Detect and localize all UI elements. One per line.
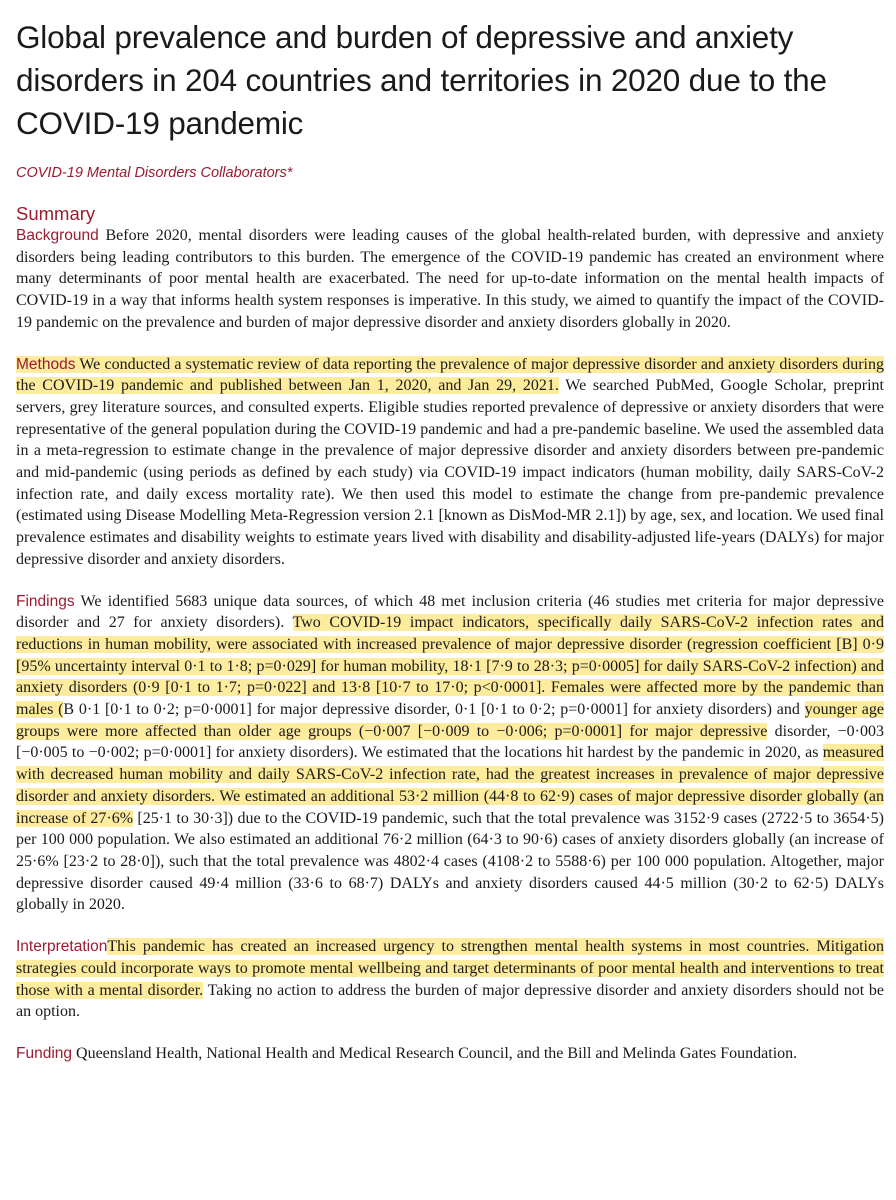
findings-highlight-2: younger age groups were more affected than older age groups (−0·007 [−0·009 to −0·006; p=0·0001] for major depressive [16,701,884,740]
interpretation-highlight-1: This pandemic has created an increased urgency to strengthen mental health systems in most countries. Mitigation strategies could incorporate ways to promote mental wellbeing and target determinants of poor mental health and interventions to treat those with a mental disorder. [16,938,884,999]
funding-text: Queensland Health, National Health and Medical Research Council, and the Bill and Melinda Gates Foundation. [76,1044,798,1062]
article-title: Global prevalence and burden of depressive and anxiety disorders in 204 countries and territories in 2020 due to the COVID-19 pandemic [16,19,827,141]
summary-heading: Summary [16,203,96,224]
funding-label: Funding [16,1044,73,1062]
interpretation-text: Taking no action to address the burden of major depressive disorder and anxiety disorders should not be an option. [16,981,885,1021]
background-text: Before 2020, mental disorders were leading causes of the global health-related burden, with depressive and anxiety disorders being leading contributors to this burden. The emergence of the COVID-19 pandemic has created an environment where many determinants of poor mental health are exacerbated. The need for up-to-date information on the mental health impacts of COVID-19 in a way that informs health system responses is imperative. In this study, we aimed to quantify the impact of the COVID-19 pandemic on the prevalence and burden of major depressive disorder and anxiety disorders globally in 2020. [16,227,885,331]
methods-highlighted-text: We conducted a systematic review of data reporting the prevalence of major depressive disorder and anxiety disorders during the COVID-19 pandemic and published between Jan 1, 2020, and Jan 29, 2021. [16,355,885,395]
interpretation-label: Interpretation [16,938,108,956]
findings-text-1: We identified 5683 unique data sources, of which 48 met inclusion criteria (46 studies met criteria for major depressive disorder and 27 for anxiety disorders). [16,592,884,632]
findings-section [16,591,884,917]
background-label: Background [16,227,99,244]
background-section [16,225,884,334]
methods-label: Methods [16,355,76,373]
interpretation-section [16,936,884,1023]
methods-text: We searched PubMed, Google Scholar, preprint servers, grey literature sources, and consulted experts. Eligible studies reported prevalence of depressive or anxiety disorders that were representative of the general population during the COVID-19 pandemic and had a pre-pandemic baseline. We used the assembled data in a meta-regression to estimate change in the prevalence of major depressive disorder and anxiety disorders between pre-pandemic and mid-pandemic (using periods as defined by each study) via COVID-19 impact indicators (human mobility, daily SARS-CoV-2 infection rate, and daily excess mortality rate). We then used this model to estimate the change from pre-pandemic prevalence (estimated using Disease Modelling Meta-Regression version 2.1 [known as DisMod-MR 2.1]) by age, sex, and location. We used final prevalence estimates and disability weights to estimate years lived with disability and disability-adjusted life-years (DALYs) for major depressive disorder and anxiety disorders. [16,377,884,568]
funding-section [16,1043,884,1065]
findings-highlight-1: Two COVID-19 impact indicators, specifically daily SARS-CoV-2 infection rates and reductions in human mobility, were associated with increased prevalence of major depressive disorder (regression coefficient [B] 0·9 [95% uncertainty interval 0·1 to 1·8; p=0·029] for human mobility, 18·1 [7·9 to 28·3; p=0·0005] for daily SARS-CoV-2 infection) and anxiety disorders (0·9 [0·1 to 1·7; p=0·022] and 13·8 [10·7 to 17·0; p<0·0001]. Females were affected more by the pandemic than males ( [16,614,884,719]
findings-text-4: [25·1 to 30·3]) due to the COVID-19 pandemic, such that the total prevalence was 3152·9 cases (2722·5 to 3654·5) per 100 000 population. We also estimated an additional 76·2 million (64·3 to 90·6) cases of anxiety disorders globally (an increase of 25·6% [23·2 to 28·0]), such that the total prevalence was 4802·4 cases (4108·2 to 5588·6) per 100 000 population. Altogether, major depressive disorder caused 49·4 million (33·6 to 68·7) DALYs and anxiety disorders caused 44·5 million (30·2 to 62·5) DALYs globally in 2020. [16,809,885,914]
findings-text-3: disorder, −0·003 [−0·005 to −0·002; p=0·0001] for anxiety disorders). We estimated that the locations hit hardest by the pandemic in 2020, as [16,722,885,762]
author-group: COVID-19 Mental Disorders Collaborators* [16,165,293,181]
findings-label: Findings [16,592,75,610]
methods-section [16,354,884,571]
findings-highlight-3: measured with decreased human mobility and daily SARS-CoV-2 infection rate, had the greatest increases in prevalence of major depressive disorder and anxiety disorders. We estimated an additional 53·2 million (44·8 to 62·9) cases of major depressive disorder globally (an increase of 27·6% [16,744,884,827]
findings-text-2: B 0·1 [0·1 to 0·2; p=0·0001] for major depressive disorder, 0·1 [0·1 to 0·2; p=0·0001] for anxiety disorders) and [63,701,805,719]
